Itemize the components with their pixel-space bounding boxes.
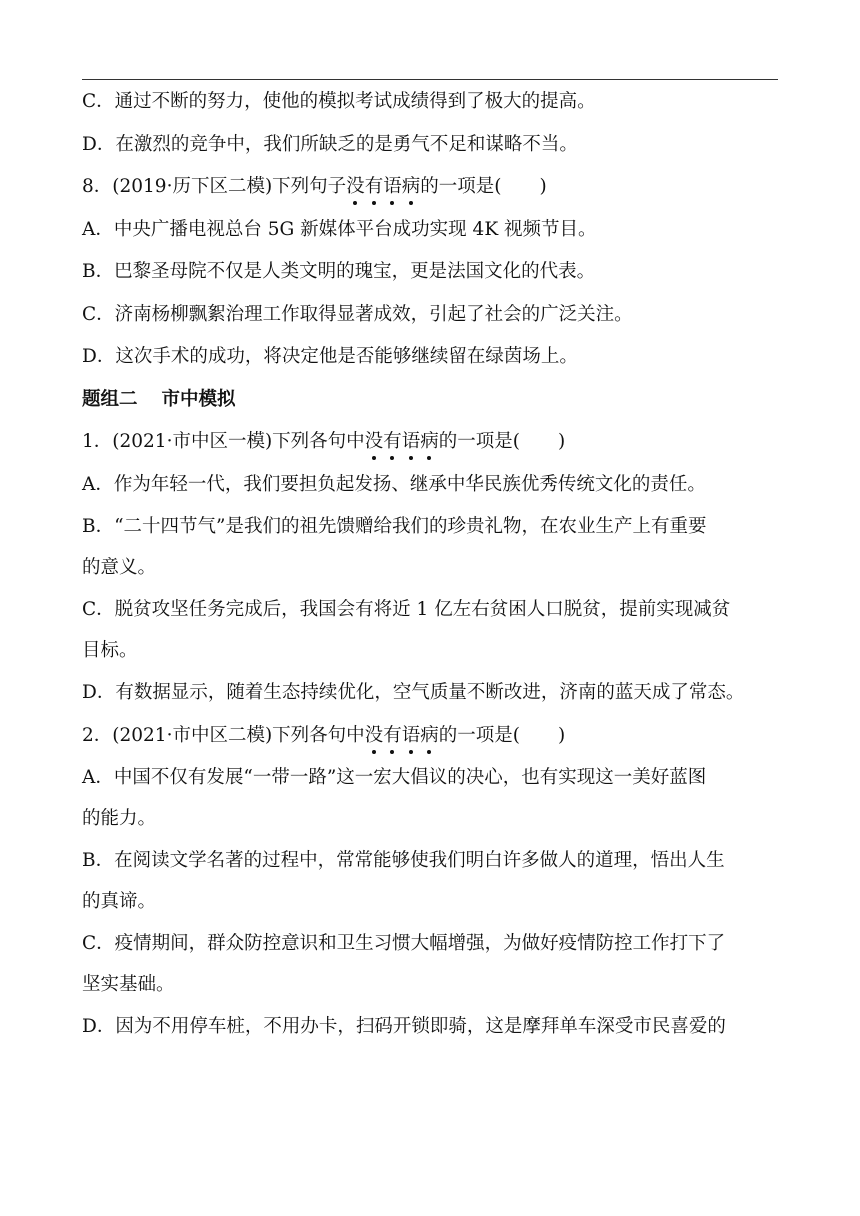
q8-option-a: A．中央广播电视总台 5G 新媒体平台成功实现 4K 视频节目。	[82, 218, 597, 240]
q2-option-b: B．在阅读文学名著的过程中，常常能够使我们明白许多做人的道理，悟出人生	[82, 850, 725, 871]
q7-option-d: D．在激烈的竞争中，我们所缺乏的是勇气不足和谋略不当。	[82, 133, 578, 155]
q8-close-paren: )	[539, 176, 547, 197]
q1-stem	[82, 430, 782, 454]
exercise-content	[82, 90, 782, 1058]
q1-stem-suffix: 的一项是(	[438, 431, 520, 452]
q2-option-d: D．因为不用停车桩，不用办卡，扫码开锁即骑，这是摩拜单车深受市民喜爱的	[82, 1016, 726, 1037]
emphasis-char: 没	[364, 724, 384, 746]
emphasis-char: 有	[364, 176, 384, 197]
q1-option-b-continued: 的意义。	[82, 556, 157, 578]
q8-option-c: C．济南杨柳飘絮治理工作取得显著成效，引起了社会的广泛关注。	[82, 303, 633, 325]
emphasis-char: 没	[364, 431, 384, 452]
emphasis-char: 有	[383, 724, 402, 746]
section-label: 题组二	[82, 388, 138, 410]
page-top-rule	[82, 79, 778, 80]
q1-option-b: B．“二十四节气”是我们的祖先馈赠给我们的珍贵礼物，在农业生产上有重要	[82, 516, 707, 537]
emphasis-char: 病	[401, 176, 421, 197]
q2-option-a-continued: 的能力。	[82, 807, 157, 829]
emphasis-char: 有	[383, 431, 402, 452]
emphasis-char: 病	[420, 724, 439, 746]
emphasis-char: 没	[346, 176, 365, 197]
emphasis-char: 语	[401, 431, 421, 452]
q8-option-d: D．这次手术的成功，将决定他是否能够继续留在绿茵场上。	[82, 346, 578, 367]
q2-option-a: A．中国不仅有发展“一带一路”这一宏大倡议的决心，也有实现这一美好蓝图	[82, 767, 707, 788]
q1-close-paren: )	[557, 431, 566, 452]
q2-option-c-continued: 坚实基础。	[82, 973, 175, 995]
q2-stem-suffix: 的一项是(	[438, 724, 520, 746]
emphasis-char: 语	[383, 176, 402, 197]
q2-stem	[82, 724, 782, 748]
q8-stem-prefix: 8．(2019·历下区二模)下列句子	[82, 176, 347, 197]
q8-stem	[82, 175, 782, 199]
section-title: 市中模拟	[161, 388, 236, 410]
q1-stem-prefix: 1．(2021·市中区一模)下列各句中	[82, 431, 365, 452]
q1-option-d: D．有数据显示，随着生态持续优化，空气质量不断改进，济南的蓝天成了常态。	[82, 682, 745, 703]
q2-stem-prefix: 2．(2021·市中区二模)下列各句中	[82, 724, 365, 746]
q1-option-c: C．脱贫攻坚任务完成后，我国会有将近 1 亿左右贫困人口脱贫，提前实现减贫	[82, 599, 731, 620]
emphasis-char: 语	[401, 724, 421, 746]
q2-option-b-continued: 的真谛。	[82, 890, 157, 912]
q2-close-paren: )	[557, 724, 566, 746]
q8-stem-suffix: 的一项是(	[420, 176, 502, 197]
q7-option-c: C．通过不断的努力，使他的模拟考试成绩得到了极大的提高。	[82, 91, 596, 112]
emphasis-char: 病	[420, 431, 439, 452]
q2-option-c: C．疫情期间，群众防控意识和卫生习惯大幅增强，为做好疫情防控工作打下了	[82, 933, 726, 954]
q1-option-a: A．作为年轻一代，我们要担负起发扬、继承中华民族优秀传统文化的责任。	[82, 473, 706, 495]
q8-option-b: B．巴黎圣母院不仅是人类文明的瑰宝，更是法国文化的代表。	[82, 261, 596, 282]
section-heading	[82, 388, 782, 412]
q1-option-c-continued: 目标。	[82, 639, 138, 661]
